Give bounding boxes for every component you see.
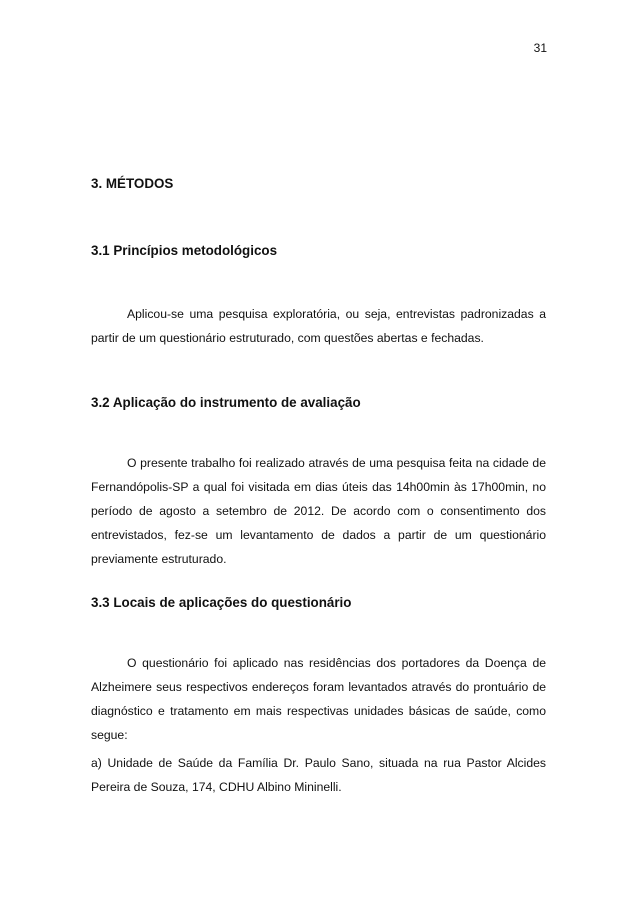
page-number: 31 (533, 41, 547, 55)
paragraph-3-3: O questionário foi aplicado nas residências dos portadores da Doença de Alzheimere seus respectivos endereços foram levantados através do prontuário de diagnóstico e tratamento em mais respectivas unidades básicas de saúde, como segue: (91, 656, 546, 742)
section-heading: 3. MÉTODOS (91, 176, 174, 191)
subsection-heading-3-3: 3.3 Locais de aplicações do questionário (91, 595, 352, 610)
paragraph-3-2: O presente trabalho foi realizado através de uma pesquisa feita na cidade de Fernandópolis-SP a qual foi visitada em dias úteis das 14h00min às 17h00min, no período de agosto a setembro de 2012. De acordo com o consentimento dos entrevistados, fez-se um levantamento de dados a partir de um questionário previamente estruturado. (91, 456, 546, 566)
subsection-heading-3-2: 3.2 Aplicação do instrumento de avaliação (91, 395, 361, 410)
subsection-heading-3-1: 3.1 Princípios metodológicos (91, 243, 278, 258)
list-item-a: a) Unidade de Saúde da Família Dr. Paulo Sano, situada na rua Pastor Alcides Pereira de Souza, 174, CDHU Albino Mininelli. (91, 756, 546, 794)
paragraph-3-1: Aplicou-se uma pesquisa exploratória, ou seja, entrevistas padronizadas a partir de um questionário estruturado, com questões abertas e fechadas. (91, 307, 546, 345)
